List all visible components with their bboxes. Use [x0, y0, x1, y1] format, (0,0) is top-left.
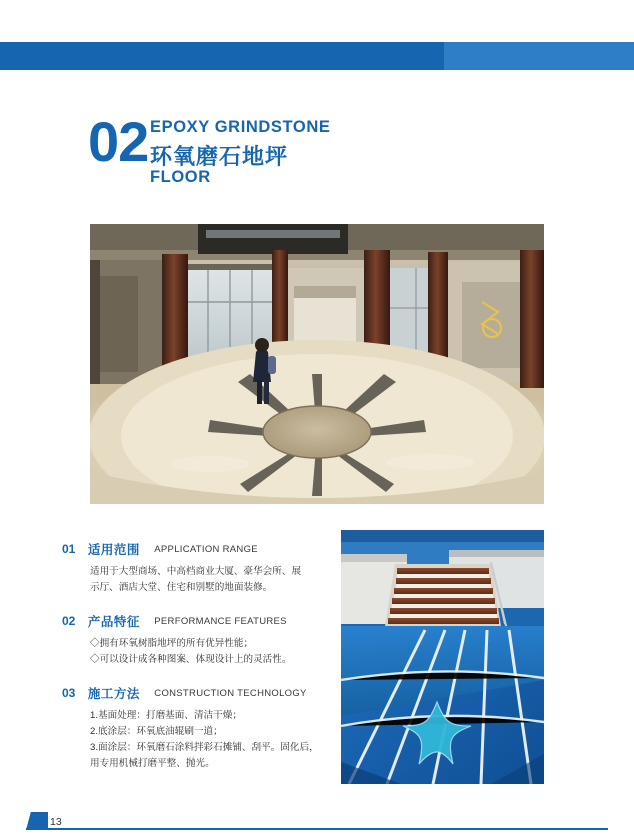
section-heading [62, 684, 330, 702]
content-sections [62, 540, 330, 788]
section-heading [62, 540, 330, 558]
section-index: 01 [62, 542, 76, 556]
section-index: 02 [62, 614, 76, 628]
body-line: 2.底涂层：环氧底油辊刷一道； [90, 726, 223, 737]
section-heading [62, 612, 330, 630]
section-index: 03 [62, 686, 76, 700]
body-line: 适用于大型商场、中高档商业大厦、豪华会所、展 [90, 566, 302, 577]
section-title-cn: 适用范围 [87, 543, 140, 557]
footer-rule [26, 828, 608, 830]
section-body [90, 636, 330, 668]
section-construction-technology [62, 684, 330, 772]
page-number: 13 [50, 816, 62, 828]
section-title-cn: 产品特征 [87, 615, 140, 629]
section-application-range [62, 540, 330, 596]
page-title [88, 110, 558, 200]
title-chinese: 环氧磨石地坪 [150, 144, 289, 169]
secondary-image [341, 530, 544, 784]
title-english-top: EPOXY GRINDSTONE [150, 118, 331, 136]
section-title-en: PERFORMANCE FEATURES [154, 615, 287, 627]
hero-image [90, 224, 544, 504]
section-body [90, 564, 330, 596]
section-title-en: APPLICATION RANGE [154, 543, 258, 555]
header-band-accent [444, 42, 634, 70]
section-performance-features [62, 612, 330, 668]
body-line: 示厅、酒店大堂、住宅和别墅的地面装修。 [90, 582, 273, 593]
title-english-bottom: FLOOR [150, 168, 211, 186]
section-title-en: CONSTRUCTION TECHNOLOGY [154, 687, 307, 699]
body-line: 用专用机械打磨平整、抛光。 [90, 758, 215, 769]
body-line: ◇拥有环氧树脂地坪的所有优异性能； [90, 638, 254, 649]
body-line: ◇可以设计成各种图案、体现设计上的灵活性。 [90, 654, 292, 665]
section-title-cn: 施工方法 [87, 687, 140, 701]
section-number: 02 [88, 110, 149, 173]
body-line: 1.基面处理：打磨基面、清洁干燥； [90, 710, 242, 721]
body-line: 3.面涂层：环氧磨石涂料拌彩石摊铺、刮平。固化后， [90, 742, 319, 753]
section-body [90, 708, 330, 772]
